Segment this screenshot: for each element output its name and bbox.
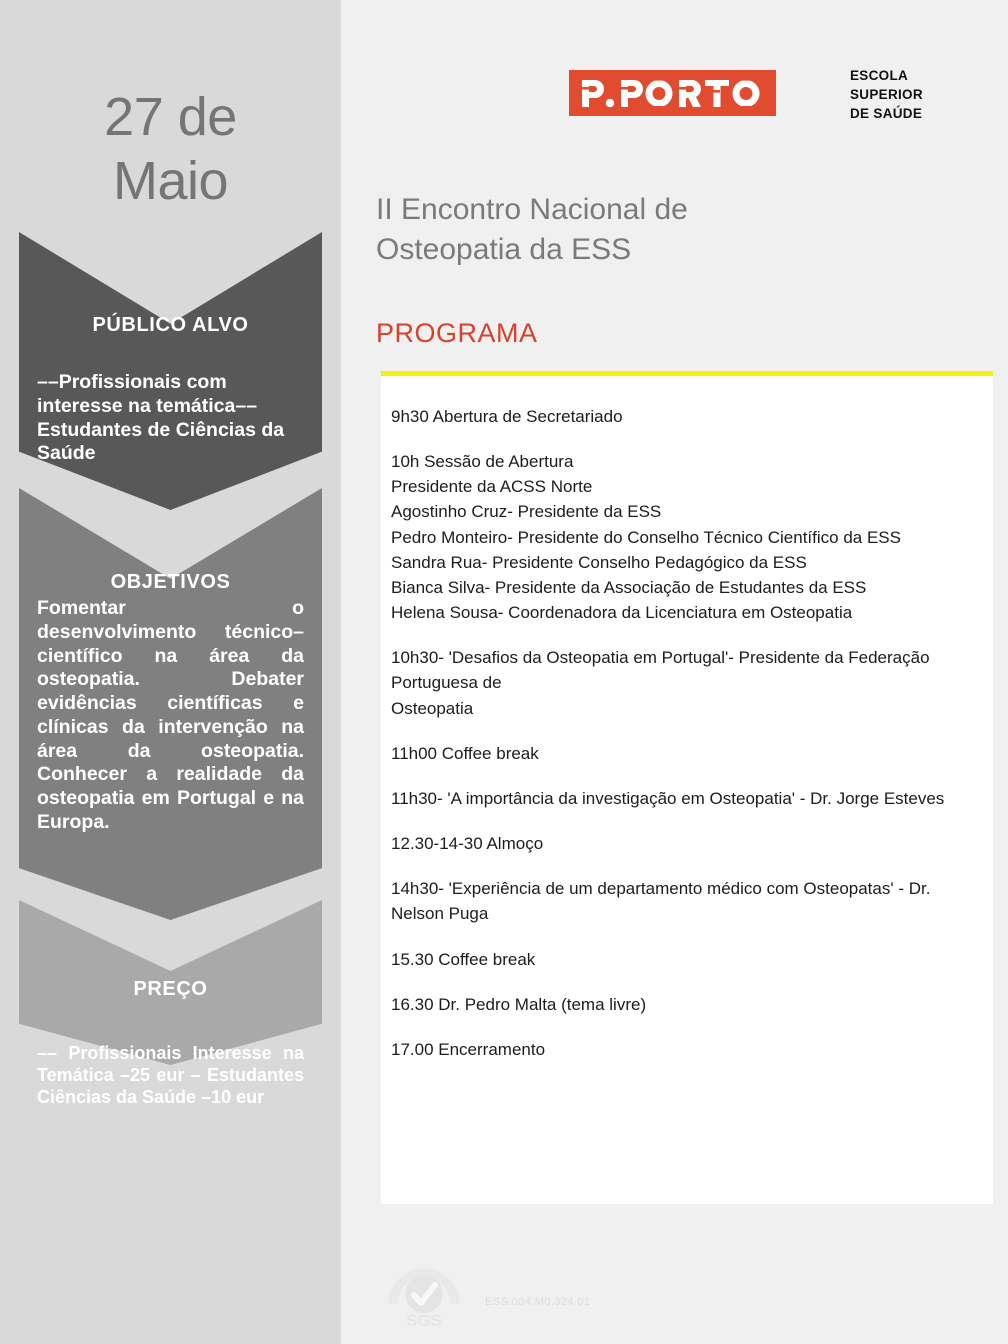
main-content xyxy=(341,0,1008,1344)
program-entry-line: 12.30-14-30 Almoço xyxy=(391,834,544,854)
yellow-divider xyxy=(381,371,993,376)
programa-heading: PROGRAMA xyxy=(376,318,538,348)
program-entry-line: Sandra Rua- Presidente Conselho Pedagógico da ESS xyxy=(391,552,807,572)
program-entry xyxy=(391,831,983,856)
school-name-line-2: SUPERIOR xyxy=(850,87,923,103)
section-body-publico-alvo: ––Profissionais com interesse na temática–– Estudantes de Ciências da Saúde xyxy=(37,371,285,465)
svg-text:SGS: SGS xyxy=(406,1311,442,1330)
program-entry-line: Osteopatia xyxy=(391,698,474,718)
section-title-publico-alvo: PÚBLICO ALVO xyxy=(92,314,249,336)
program-entry xyxy=(391,645,983,720)
pporto-logo xyxy=(569,70,776,116)
program-entry-line: 14h30- 'Experiência de um departamento médico com Osteopatas' - Dr. Nelson Puga xyxy=(391,879,936,924)
school-name-line-3: DE SAÚDE xyxy=(850,106,923,122)
program-entry xyxy=(391,404,983,429)
program-entry xyxy=(391,449,983,625)
program-entry-line: 10h30- 'Desafios da Osteopatia em Portugal'- Presidente da Federação Portuguesa de xyxy=(391,648,935,693)
program-entry-line: Presidente da ACSS Norte xyxy=(391,477,593,497)
program-entry xyxy=(391,786,983,811)
event-title-line-1: II Encontro Nacional de xyxy=(376,193,688,226)
sidebar-section-objetivos xyxy=(19,488,322,920)
program-entry xyxy=(391,947,983,972)
program-entry xyxy=(391,1037,983,1062)
section-title-objetivos: OBJETIVOS xyxy=(110,571,231,593)
program-list xyxy=(391,404,983,1062)
school-name-line-1: ESCOLA xyxy=(850,68,909,83)
program-entry-line: 15.30 Coffee break xyxy=(391,949,536,969)
section-title-preco: PREÇO xyxy=(133,978,208,1000)
event-date-line-2: Maio xyxy=(112,150,229,211)
program-entry-line: 9h30 Abertura de Secretariado xyxy=(391,407,623,426)
sidebar-section-preco xyxy=(19,900,322,1107)
program-entry-line: 16.30 Dr. Pedro Malta (tema livre) xyxy=(391,994,647,1014)
program-entry-line: 17.00 Encerramento xyxy=(391,1039,546,1059)
sidebar-section-publico-alvo xyxy=(19,232,322,510)
sgs-logo-icon xyxy=(381,1252,467,1332)
event-title-line-2: Osteopatia da ESS xyxy=(376,232,632,266)
header-logos xyxy=(341,0,1008,150)
document-reference-code: ESS.004.M0.324.01 xyxy=(485,1296,591,1308)
program-entry-line: Pedro Monteiro- Presidente do Conselho Técnico Científico da ESS xyxy=(391,527,901,547)
program-entry xyxy=(391,876,983,926)
school-name xyxy=(850,66,923,123)
sidebar xyxy=(0,0,341,1344)
program-entry-line: Helena Sousa- Coordenadora da Licenciatura em Osteopatia xyxy=(391,603,853,623)
program-entry-line: 11h00 Coffee break xyxy=(391,743,539,763)
event-date-line-1: 27 de xyxy=(104,87,237,147)
program-entry xyxy=(391,741,983,766)
program-entry-line: Agostinho Cruz- Presidente da ESS xyxy=(391,502,662,522)
event-title xyxy=(376,190,976,269)
section-body-objetivos: Fomentar o desenvolvimento técnico–científico na área da osteopatia. Debater evidências científicas e clínicas da intervenção na área da osteopatia. Conhecer a realidade da osteopatia em Portugal e na Europa. xyxy=(37,597,304,834)
program-entry-line: 11h30- 'A importância da investigação em Osteopatia' - Dr. Jorge Esteves xyxy=(391,788,945,808)
event-date xyxy=(0,86,341,213)
program-entry-line: Bianca Silva- Presidente da Associação de Estudantes da ESS xyxy=(391,577,867,597)
section-body-preco: –– Profissionais Interesse na Temática –25 eur – Estudantes Ciências da Saúde –10 eur xyxy=(37,1043,304,1107)
program-entry xyxy=(391,992,983,1017)
program-panel xyxy=(381,371,993,1204)
sgs-certification xyxy=(381,1252,681,1332)
program-entry-line: 10h Sessão de Abertura xyxy=(391,452,574,472)
